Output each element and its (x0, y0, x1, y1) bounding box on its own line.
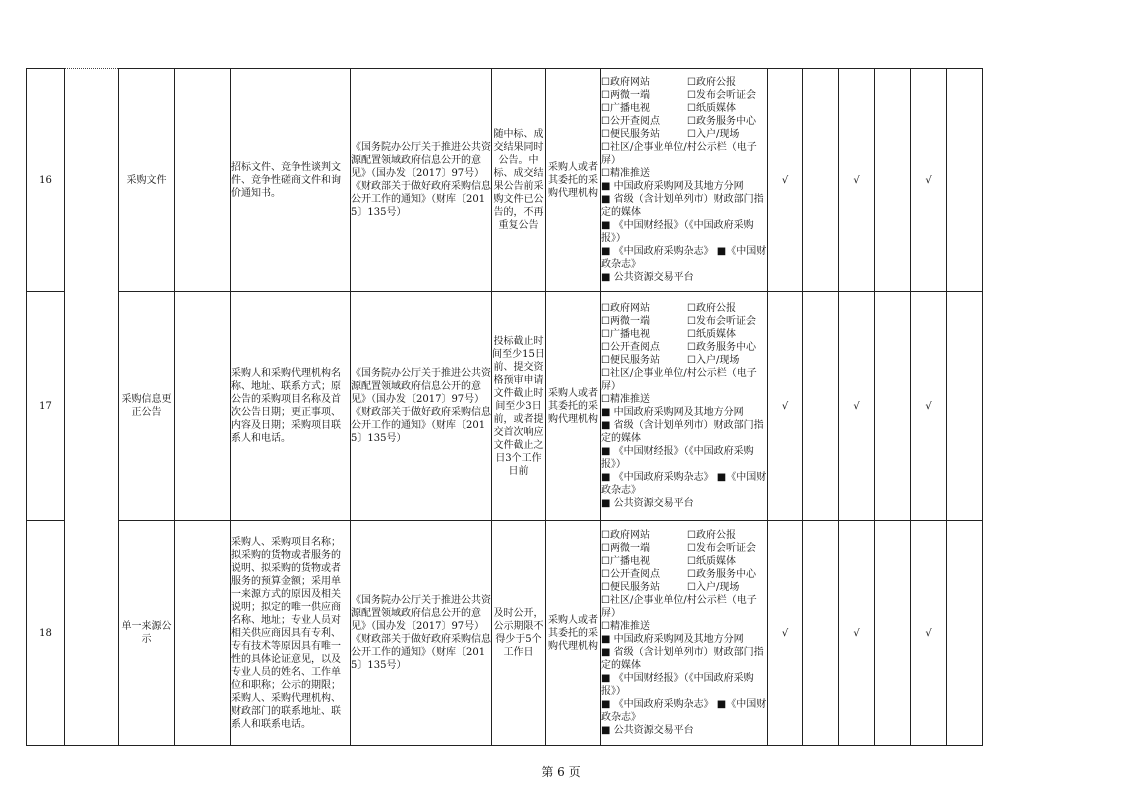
channel-paper2: ■ 《中国政府采购杂志》 ■《中国财政杂志》 (601, 246, 767, 270)
blank-cell (175, 292, 231, 521)
channel-pair: ☐两微一端 ☐发布会听证会 (601, 316, 756, 327)
basis-text-2: 《财政部关于做好政府采购信息公开工作的通知》（财库〔2015〕135号） (351, 407, 491, 444)
channel-paper2: ■ 《中国政府采购杂志》 ■《中国财政杂志》 (601, 699, 767, 723)
mark-cell: √ (768, 292, 803, 521)
deadline-cell: 及时公开，公示期限不得少于5个工作日 (492, 521, 546, 746)
channel-provincial: ■ 省级（含计划单列市）财政部门指定的媒体 (601, 420, 764, 444)
channel-pair: ☐公开查阅点 ☐政务服务中心 (601, 342, 756, 353)
channel-paper2: ■ 《中国政府采购杂志》 ■《中国财政杂志》 (601, 472, 767, 496)
content-cell: 采购人和采购代理机构名称、地址、联系方式；原公告的采购项目名称及首次公告日期；更正事项、内容及日期；采购项目联系人和电话。 (231, 292, 351, 521)
mark-cell: √ (839, 292, 875, 521)
channel-pair: ☐公开查阅点 ☐政务服务中心 (601, 116, 756, 127)
channel-pair: ☐广播电视 ☐纸质媒体 (601, 556, 736, 567)
channel-ccgp: ■ 中国政府采购网及其地方分网 (601, 634, 744, 645)
mark-cell (875, 69, 911, 292)
channel-ccgp: ■ 中国政府采购网及其地方分网 (601, 407, 744, 418)
party-cell: 采购人或者其委托的采购代理机构 (546, 69, 601, 292)
basis-text-2: 《财政部关于做好政府采购信息公开工作的通知》（财库〔2015〕135号） (351, 181, 491, 218)
mark-cell: √ (911, 292, 947, 521)
channel-pair: ☐政府网站 ☐政府公报 (601, 530, 736, 541)
blank-cell (175, 521, 231, 746)
channel-pair: ☐广播电视 ☐纸质媒体 (601, 329, 736, 340)
channel-pair: ☐两微一端 ☐发布会听证会 (601, 90, 756, 101)
row-number: 17 (27, 292, 65, 521)
channel-pair: ☐公开查阅点 ☐政务服务中心 (601, 569, 756, 580)
mark-cell (803, 69, 839, 292)
channel-precise: ☐精准推送 (601, 621, 650, 632)
basis-text-1: 《国务院办公厅关于推进公共资源配置领域政府信息公开的意见》（国办发〔2017〕97号） (351, 142, 491, 179)
disclosure-table (26, 68, 1019, 746)
channel-pair: ☐便民服务站 ☐入户/现场 (601, 582, 740, 593)
channel-paper1: ■ 《中国财经报》（《中国政府采购报》） (601, 673, 754, 697)
channel-pair: ☐政府网站 ☐政府公报 (601, 77, 736, 88)
channel-pair: ☐便民服务站 ☐入户/现场 (601, 355, 740, 366)
mark-cell: √ (911, 521, 947, 746)
channel-pair: ☐两微一端 ☐发布会听证会 (601, 543, 756, 554)
mark-cell (803, 292, 839, 521)
channel-platform: ■ 公共资源交易平台 (601, 272, 694, 283)
content-cell: 采购人、采购项目名称；拟采购的货物或者服务的说明、拟采购的货物或者服务的预算金额；采用单一来源方式的原因及相关说明；拟定的唯一供应商名称、地址；专业人员对相关供应商因具有专利、专有技术等原因具有唯一性的具体论证意见，以及专业人员的姓名、工作单位和职称；公示的期限；采购人、采购代理机构、财政部门的联系地址、联系人和联系电话。 (231, 521, 351, 746)
blank-cell (175, 69, 231, 292)
channel-ccgp: ■ 中国政府采购网及其地方分网 (601, 181, 744, 192)
mark-cell: √ (839, 69, 875, 292)
item-name: 采购文件 (119, 69, 175, 292)
table-row (27, 69, 1019, 292)
channels-cell (601, 521, 768, 746)
channel-pair: ☐政府网站 ☐政府公报 (601, 303, 736, 314)
channel-pair: ☐便民服务站 ☐入户/现场 (601, 129, 740, 140)
channel-platform: ■ 公共资源交易平台 (601, 498, 694, 509)
item-name: 采购信息更正公告 (119, 292, 175, 521)
merged-blank-cell (65, 69, 119, 746)
channels-cell (601, 69, 768, 292)
mark-cell (875, 292, 911, 521)
channels-cell (601, 292, 768, 521)
mark-cell (875, 521, 911, 746)
page-footer: 第 6 页 (541, 765, 581, 779)
table-row (27, 292, 1019, 521)
channel-community: ☐社区/企事业单位/村公示栏（电子屏） (601, 142, 757, 166)
channel-precise: ☐精准推送 (601, 394, 650, 405)
mark-cell (947, 69, 983, 292)
basis-cell (351, 69, 492, 292)
channel-community: ☐社区/企事业单位/村公示栏（电子屏） (601, 595, 757, 619)
basis-text-1: 《国务院办公厅关于推进公共资源配置领域政府信息公开的意见》（国办发〔2017〕97号） (351, 595, 491, 632)
mark-cell (947, 292, 983, 521)
mark-cell: √ (839, 521, 875, 746)
channel-community: ☐社区/企事业单位/村公示栏（电子屏） (601, 368, 757, 392)
mark-cell: √ (911, 69, 947, 292)
basis-text-2: 《财政部关于做好政府采购信息公开工作的通知》（财库〔2015〕135号） (351, 634, 491, 671)
party-cell: 采购人或者其委托的采购代理机构 (546, 521, 601, 746)
channel-provincial: ■ 省级（含计划单列市）财政部门指定的媒体 (601, 194, 764, 218)
channel-platform: ■ 公共资源交易平台 (601, 725, 694, 736)
row-number: 16 (27, 69, 65, 292)
mark-cell (803, 521, 839, 746)
deadline-cell: 随中标、成交结果同时公告。中标、成交结果公告前采购文件已公告的，不再重复公告 (492, 69, 546, 292)
table-row (27, 521, 1019, 746)
mark-cell: √ (768, 521, 803, 746)
item-name: 单一来源公示 (119, 521, 175, 746)
deadline-cell: 投标截止时间至少15日前、提交资格预审申请文件截止时间至少3日前，或者提交首次响应文件截止之日3个工作日前 (492, 292, 546, 521)
channel-precise: ☐精准推送 (601, 168, 650, 179)
basis-cell (351, 521, 492, 746)
channel-pair: ☐广播电视 ☐纸质媒体 (601, 103, 736, 114)
basis-text-1: 《国务院办公厅关于推进公共资源配置领域政府信息公开的意见》（国办发〔2017〕97号） (351, 368, 491, 405)
content-cell: 招标文件、竞争性谈判文件、竞争性磋商文件和询价通知书。 (231, 69, 351, 292)
mark-cell: √ (768, 69, 803, 292)
basis-cell (351, 292, 492, 521)
channel-provincial: ■ 省级（含计划单列市）财政部门指定的媒体 (601, 647, 764, 671)
mark-cell (947, 521, 983, 746)
row-number: 18 (27, 521, 65, 746)
channel-paper1: ■ 《中国财经报》（《中国政府采购报》） (601, 220, 754, 244)
party-cell: 采购人或者其委托的采购代理机构 (546, 292, 601, 521)
channel-paper1: ■ 《中国财经报》（《中国政府采购报》） (601, 446, 754, 470)
